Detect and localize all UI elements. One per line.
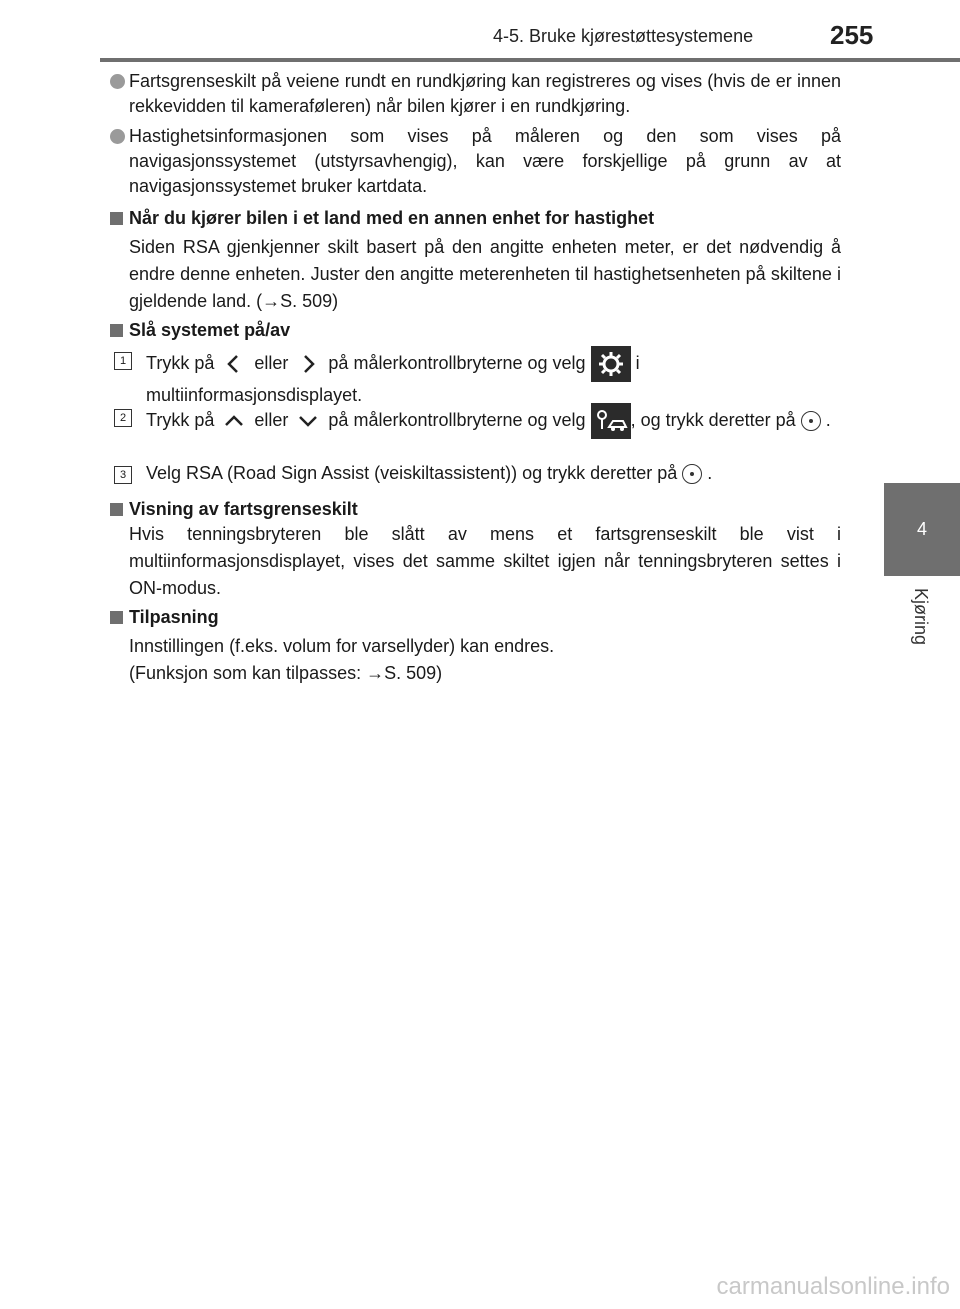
bullet-text: Fartsgrenseskilt på veiene rundt en rundkjøring kan registreres og vises (hvis de er innen rekkevidden til kameraføleren) når bilen kjører i en rundkjøring.	[129, 71, 841, 116]
step-text	[146, 460, 842, 487]
step-text-part: Trykk på	[146, 409, 215, 430]
step-text-part: Velg RSA (Road Sign Assist (veiskiltassistent)) og trykk deretter på	[146, 463, 678, 483]
section-heading: Slå systemet på/av	[129, 320, 291, 340]
section-square	[110, 503, 123, 516]
chevron-up-icon	[219, 411, 249, 431]
page-reference[interactable]: S. 509)	[280, 291, 339, 311]
bullet-dot	[110, 74, 125, 89]
paragraph-line	[129, 660, 841, 687]
bullet-text: Hastighetsinformasjonen som vises på måleren og den som vises på navigasjonssystemet (utstyrsavhengig), kan være forskjellige på grunn av at navigasjonssystemet bruker kartdata.	[129, 126, 841, 196]
step-text-part: på målerkontrollbryterne og velg	[328, 409, 586, 430]
section-heading: Tilpasning	[129, 607, 219, 627]
header-rule	[100, 58, 960, 62]
ok-button-icon	[801, 411, 821, 431]
chevron-right-icon	[293, 353, 323, 375]
chapter-label-container	[884, 580, 960, 670]
section-heading: Visning av fartsgrenseskilt	[129, 499, 358, 519]
section-heading: Når du kjører bilen i et land med en annen enhet for hastighet	[129, 208, 655, 228]
step-text-part: i multiinformasjonsdisplayet.	[146, 352, 640, 405]
step-text	[146, 346, 842, 409]
chapter-tab: 4	[884, 483, 960, 576]
section-paragraph: Hvis tenningsbryteren ble slått av mens et fartsgrenseskilt ble vist i multiinformasjonsdisplayet, vises det samme skiltet igjen når tenningsbryteren settes i ON-modus.	[129, 524, 841, 598]
section-paragraph	[129, 633, 841, 687]
step-text	[146, 403, 842, 439]
watermark: carmanualsonline.info	[716, 1273, 950, 1300]
section-square	[110, 212, 123, 225]
chevron-down-icon	[293, 411, 323, 431]
paragraph-line: Innstillingen (f.eks. volum for varsellyder) kan endres.	[129, 636, 555, 656]
step-text-part: på målerkontrollbryterne og velg	[328, 352, 586, 373]
page-reference[interactable]: S. 509)	[384, 663, 443, 683]
step-number-box: 3	[114, 466, 132, 484]
section-square	[110, 324, 123, 337]
bullet-dot	[110, 129, 125, 144]
step-number-box: 1	[114, 352, 132, 370]
step-text-part: , og trykk deretter på	[630, 409, 796, 430]
arrow-symbol: →	[262, 291, 281, 311]
chapter-label: Kjøring	[911, 588, 931, 646]
chevron-left-icon	[219, 353, 249, 375]
driving-assist-icon	[591, 403, 631, 439]
step-text-part: Trykk på	[146, 352, 215, 373]
settings-gear-icon	[591, 346, 631, 382]
section-square	[110, 611, 123, 624]
step-text-part: eller	[254, 409, 289, 430]
page-number: 255	[830, 20, 874, 50]
paragraph-text: Siden RSA gjenkjenner skilt basert på den angitte enheten meter, er det nødvendig å endre denne enheten. Juster den angitte meterenheten til hastighetsenheten på skiltene i gjeldende land. (	[129, 237, 841, 311]
section-paragraph	[129, 234, 841, 315]
step-number-box: 2	[114, 409, 132, 427]
step-text-part: .	[707, 463, 713, 483]
step-text-part: .	[825, 409, 831, 430]
arrow-symbol: →	[366, 663, 385, 683]
header-title: 4-5. Bruke kjørestøttesystemene	[493, 26, 754, 46]
step-text-part: eller	[254, 352, 289, 373]
paragraph-text: (Funksjon som kan tilpasses:	[129, 663, 367, 683]
ok-button-icon	[682, 464, 702, 484]
